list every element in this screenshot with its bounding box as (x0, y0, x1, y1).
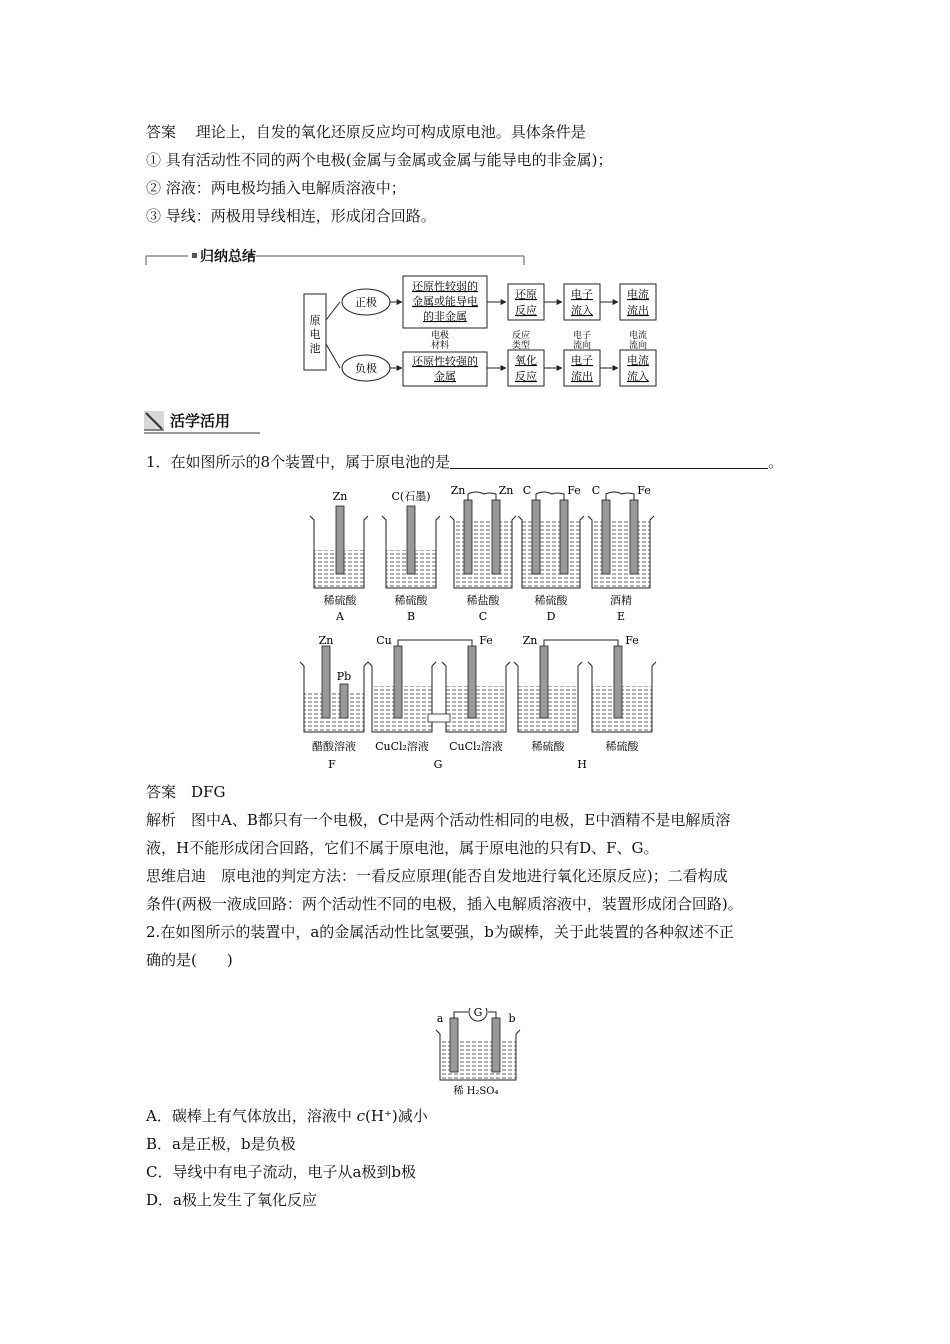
q1-figure-row1 (300, 480, 660, 630)
beaker-g (368, 634, 510, 771)
svg-text:稀盐酸: 稀盐酸 (466, 594, 500, 607)
svg-text:Fe: Fe (625, 634, 639, 647)
answer-line (146, 122, 586, 142)
q2-line-2: 确的是( ) (146, 951, 233, 969)
svg-text:稀硫酸: 稀硫酸 (605, 740, 639, 753)
svg-text:醋酸溶液: 醋酸溶液 (312, 740, 356, 753)
q1-answer: 答案 DFG (146, 783, 226, 801)
svg-text:氧化: 氧化 (515, 354, 537, 367)
root-c2: 电 (309, 328, 321, 341)
svg-text:D: D (546, 610, 556, 623)
svg-text:流向: 流向 (572, 341, 592, 351)
option-b[interactable]: B．a是正极，b是负极 (146, 1135, 296, 1153)
svg-text:电流: 电流 (628, 331, 648, 341)
svg-text:A: A (336, 610, 344, 623)
svg-text:H: H (577, 758, 587, 771)
beaker-c (450, 484, 516, 623)
q1-answer-value: DFG (191, 783, 226, 801)
svg-text:流入: 流入 (571, 304, 593, 317)
q2-line-1: 2.在如图所示的装置中，a的金属活动性比氢要强，b为碳棒，关于此装置的各种叙述不正 (146, 923, 734, 941)
svg-text:反应: 反应 (515, 370, 537, 383)
svg-text:流出: 流出 (627, 304, 649, 317)
svg-text:C(石墨): C(石墨) (391, 490, 431, 503)
svg-text:酒精: 酒精 (610, 594, 632, 607)
beaker-b (382, 490, 440, 623)
q1-text: 在如图所示的8个装置中，属于原电池的是 (170, 453, 451, 471)
svg-text:b: b (508, 1012, 516, 1025)
q1-answer-blank[interactable] (450, 454, 768, 469)
svg-text:Fe: Fe (567, 484, 581, 497)
flowchart (300, 272, 670, 394)
svg-text:Pb: Pb (336, 670, 352, 683)
svg-text:G: G (433, 758, 443, 771)
beaker-d (518, 484, 584, 623)
svg-text:反应: 反应 (511, 331, 531, 341)
negative-label: 负极 (355, 362, 377, 375)
svg-text:电极: 电极 (430, 331, 450, 341)
beaker-a (310, 490, 368, 623)
svg-text:Zn: Zn (332, 490, 348, 503)
svg-text:反应: 反应 (515, 304, 537, 317)
svg-text:金属: 金属 (434, 370, 456, 383)
svg-text:C: C (522, 484, 532, 497)
svg-text:G: G (473, 1008, 483, 1019)
svg-text:CuCl₂溶液: CuCl₂溶液 (449, 740, 503, 753)
root-c3: 池 (309, 342, 321, 355)
svg-text:电子: 电子 (572, 331, 592, 341)
option-d[interactable]: D．a极上发生了氧化反应 (146, 1191, 317, 1209)
practice-title: 活学活用 (170, 412, 231, 430)
svg-text:C: C (478, 610, 488, 623)
svg-text:材料: 材料 (430, 341, 450, 351)
svg-text:电流: 电流 (627, 288, 649, 301)
svg-text:稀 H₂SO₄: 稀 H₂SO₄ (453, 1086, 499, 1097)
svg-text:电子: 电子 (571, 288, 593, 301)
svg-text:类型: 类型 (511, 341, 531, 351)
q1-figure-row2 (296, 632, 680, 778)
svg-text:Fe: Fe (637, 484, 651, 497)
svg-text:流入: 流入 (627, 370, 649, 383)
condition-2: ② 溶液：两电极均插入电解质溶液中； (146, 179, 406, 197)
q1-line: 1．在如图所示的8个装置中，属于原电池的是 。 (146, 453, 784, 471)
svg-text:流出: 流出 (571, 370, 593, 383)
option-c[interactable]: C．导线中有电子流动，电子从a极到b极 (146, 1163, 417, 1181)
svg-text:稀硫酸: 稀硫酸 (394, 594, 428, 607)
option-a[interactable]: A．碳棒上有气体放出，溶液中 c(H⁺)减小 (146, 1107, 428, 1125)
beaker-e (588, 484, 654, 623)
condition-1: ① 具有活动性不同的两个电极(金属与金属或金属与能导电的非金属)； (146, 151, 613, 169)
answer-text: 理论上，自发的氧化还原反应均可构成原电池。具体条件是 (195, 123, 586, 141)
svg-text:电子: 电子 (571, 354, 593, 367)
condition-3: ③ 导线：两极用导线相连，形成闭合回路。 (146, 207, 436, 225)
q1-thinking-2: 条件(两极一液成回路：两个活动性不同的电极，插入电解质溶液中，装置形成闭合回路)。 (146, 895, 743, 913)
svg-text:Zn: Zn (450, 484, 466, 497)
svg-text:稀硫酸: 稀硫酸 (531, 740, 565, 753)
q1-analysis-2: 液，H不能形成闭合回路，它们不属于原电池，属于原电池的只有D、F、G。 (146, 839, 659, 857)
answer-label: 答案 (146, 123, 177, 141)
svg-text:稀硫酸: 稀硫酸 (534, 594, 568, 607)
svg-text:F: F (328, 758, 336, 771)
beaker-f (300, 634, 368, 771)
svg-text:B: B (406, 610, 416, 623)
svg-text:Cu: Cu (376, 634, 392, 647)
svg-text:还原: 还原 (515, 288, 537, 301)
svg-text:还原性较弱的: 还原性较弱的 (412, 280, 478, 293)
positive-label: 正极 (355, 296, 377, 309)
svg-text:Fe: Fe (479, 634, 493, 647)
beaker-h (514, 634, 656, 771)
svg-text:稀硫酸: 稀硫酸 (323, 594, 357, 607)
summary-title: 归纳总结 (200, 249, 256, 265)
svg-text:C: C (591, 484, 601, 497)
q1-analysis-1: 解析 图中A、B都只有一个电极，C中是两个活动性相同的电极，E中酒精不是电解质溶 (146, 811, 731, 829)
svg-text:还原性较强的: 还原性较强的 (412, 355, 478, 368)
svg-text:的非金属: 的非金属 (423, 310, 467, 323)
q2-figure (430, 1008, 530, 1100)
svg-text:E: E (616, 610, 626, 623)
q1-thinking-1: 思维启迪 原电池的判定方法：一看反应原理(能否自发地进行氧化还原反应)；二看构成 (146, 867, 728, 885)
svg-text:电流: 电流 (627, 354, 649, 367)
svg-text:Zn: Zn (498, 484, 514, 497)
svg-text:a: a (436, 1012, 444, 1025)
svg-text:Zn: Zn (522, 634, 538, 647)
svg-text:金属或能导电: 金属或能导电 (412, 295, 478, 308)
svg-text:流向: 流向 (628, 341, 648, 351)
root-c1: 原 (309, 314, 321, 327)
svg-text:CuCl₂溶液: CuCl₂溶液 (375, 740, 429, 753)
svg-text:Zn: Zn (318, 634, 334, 647)
